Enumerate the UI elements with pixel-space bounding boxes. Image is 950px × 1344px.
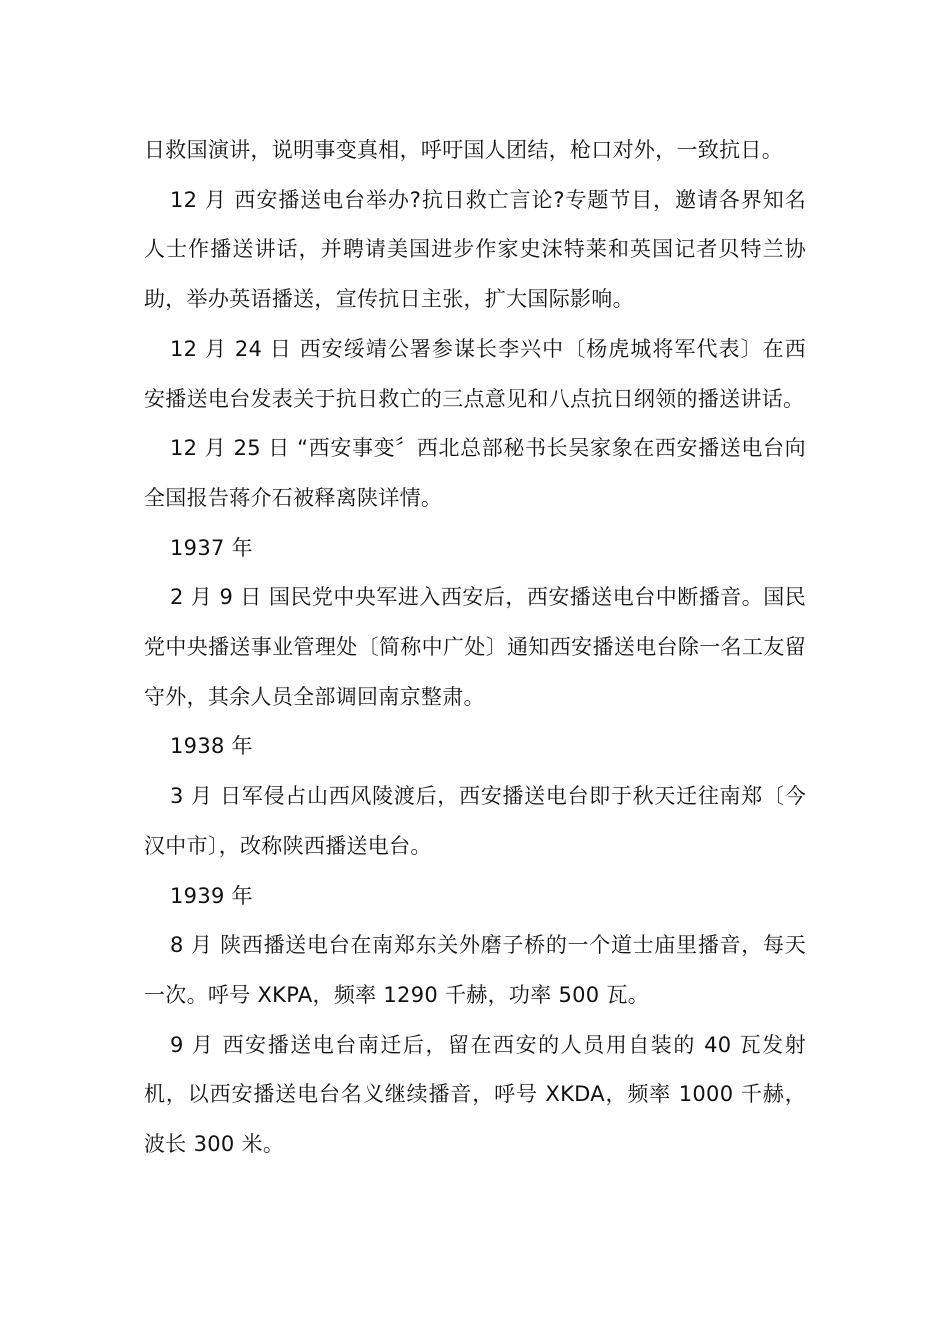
paragraph: 3 月 日军侵占山西风陵渡后，西安播送电台即于秋天迁往南郑〔今汉中市〕，改称陕西播送电台。 (144, 784, 806, 858)
year-heading: 1937 年 (170, 535, 253, 560)
year-heading: 1939 年 (170, 883, 253, 908)
paragraph: 12 月 25 日 “西安事变〞西北总部秘书长吴家象在西安播送电台向全国报告蒋介石被释离陕详情。 (144, 436, 806, 510)
paragraph: 日救国演讲，说明事变真相，呼吁国人团结，枪口对外，一致抗日。 (144, 138, 783, 162)
paragraph: 2 月 9 日 国民党中央军进入西安后，西安播送电台中断播音。国民党中央播送事业管理处〔简称中广处〕通知西安播送电台除一名工友留守外，其余人员全部调回南京整肃。 (144, 585, 806, 709)
paragraph: 9 月 西安播送电台南迁后，留在西安的人员用自装的 40 瓦发射机，以西安播送电台名义继续播音，呼号 XKDA，频率 1000 千赫，波长 300 米。 (144, 1032, 806, 1157)
paragraph: 8 月 陕西播送电台在南郑东关外磨子桥的一个道士庙里播音，每天一次。呼号 XKPA，频率 1290 千赫，功率 500 瓦。 (144, 933, 806, 1007)
paragraph: 12 月 24 日 西安绥靖公署参谋长李兴中〔杨虎城将军代表〕在西安播送电台发表关于抗日救亡的三点意见和八点抗日纲领的播送讲话。 (144, 336, 806, 411)
paragraph: 12 月 西安播送电台举办?抗日救亡言论?专题节目，邀请各界知名人士作播送讲话，并聘请美国进步作家史沫特莱和英国记者贝特兰协助，举办英语播送，宣传抗日主张，扩大国际影响。 (144, 187, 806, 312)
document-body (144, 126, 806, 1170)
year-heading: 1938 年 (170, 734, 253, 759)
